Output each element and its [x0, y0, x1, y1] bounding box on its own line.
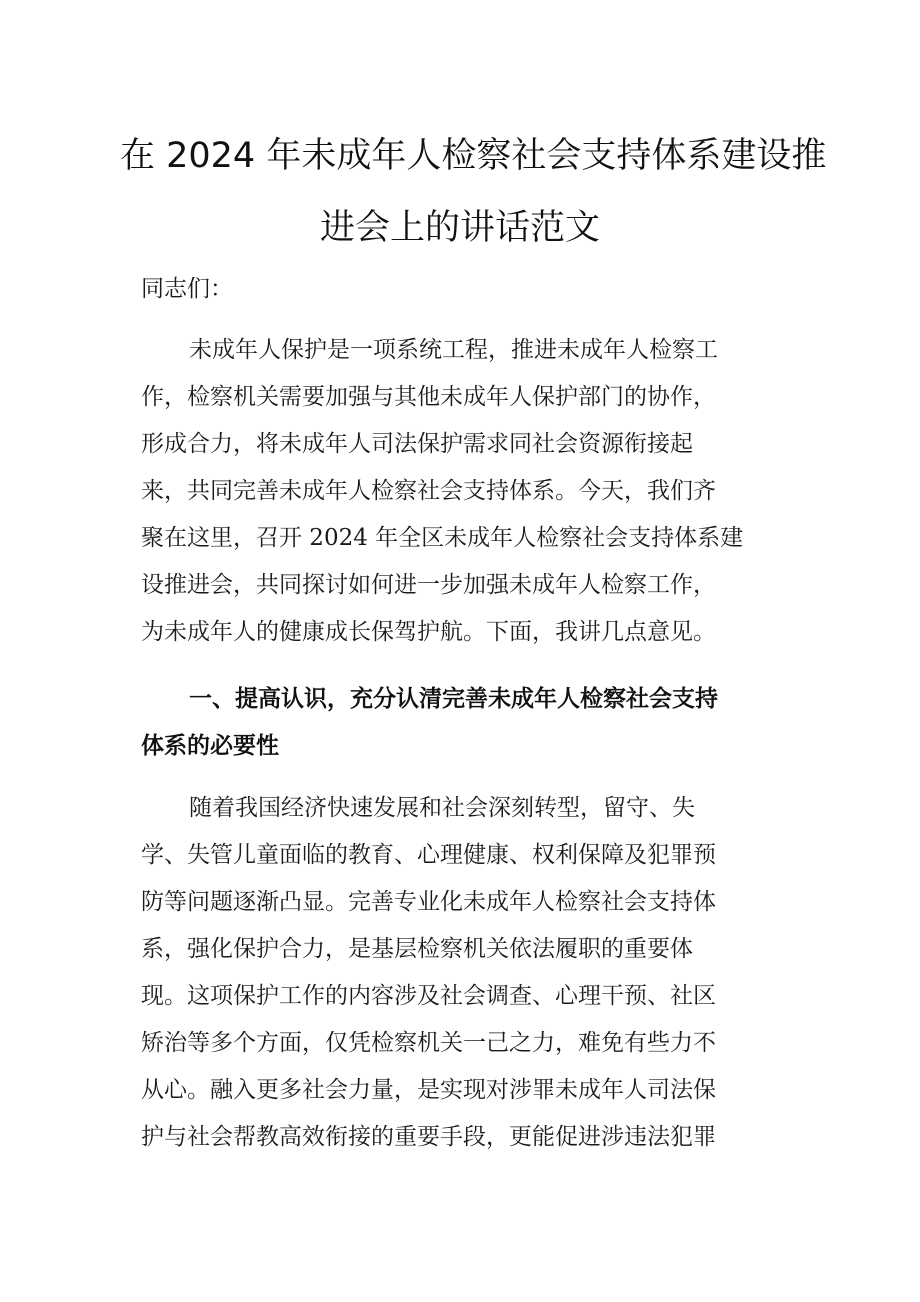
paragraph-1-line: 设推进会，共同探讨如何进一步加强未成年人检察工作，	[141, 572, 716, 598]
paragraph-2-line: 从心。融入更多社会力量，是实现对涉罪未成年人司法保	[141, 1077, 716, 1103]
section-heading-line: 一、提高认识，充分认清完善未成年人检察社会支持	[189, 686, 718, 712]
paragraph-2-line: 随着我国经济快速发展和社会深刻转型，留守、失	[189, 795, 695, 821]
salutation: 同志们：	[141, 276, 233, 302]
paragraph-2-line: 现。这项保护工作的内容涉及社会调查、心理干预、社区	[141, 983, 716, 1009]
document-title-line-1: 在 2024 年未成年人检察社会支持体系建设推	[120, 136, 827, 176]
paragraph-1-line: 作，检察机关需要加强与其他未成年人保护部门的协作，	[141, 384, 716, 410]
paragraph-1-line: 未成年人保护是一项系统工程，推进未成年人检察工	[189, 337, 718, 363]
paragraph-1-line: 聚在这里，召开 2024 年全区未成年人检察社会支持体系建	[141, 525, 744, 551]
paragraph-1-line: 形成合力，将未成年人司法保护需求同社会资源衔接起	[141, 431, 693, 457]
paragraph-2-line: 系，强化保护合力，是基层检察机关依法履职的重要体	[141, 936, 693, 962]
paragraph-2-line: 学、失管儿童面临的教育、心理健康、权利保障及犯罪预	[141, 842, 716, 868]
paragraph-1-line: 为未成年人的健康成长保驾护航。下面，我讲几点意见。	[141, 619, 716, 645]
document-title-line-2: 进会上的讲话范文	[319, 208, 600, 248]
paragraph-2-line: 矫治等多个方面，仅凭检察机关一己之力，难免有些力不	[141, 1030, 716, 1056]
paragraph-2-line: 护与社会帮教高效衔接的重要手段，更能促进涉违法犯罪	[141, 1124, 716, 1150]
section-heading-line: 体系的必要性	[141, 733, 279, 759]
paragraph-2-line: 防等问题逐渐凸显。完善专业化未成年人检察社会支持体	[141, 889, 716, 915]
paragraph-1-line: 来，共同完善未成年人检察社会支持体系。今天，我们齐	[141, 478, 716, 504]
